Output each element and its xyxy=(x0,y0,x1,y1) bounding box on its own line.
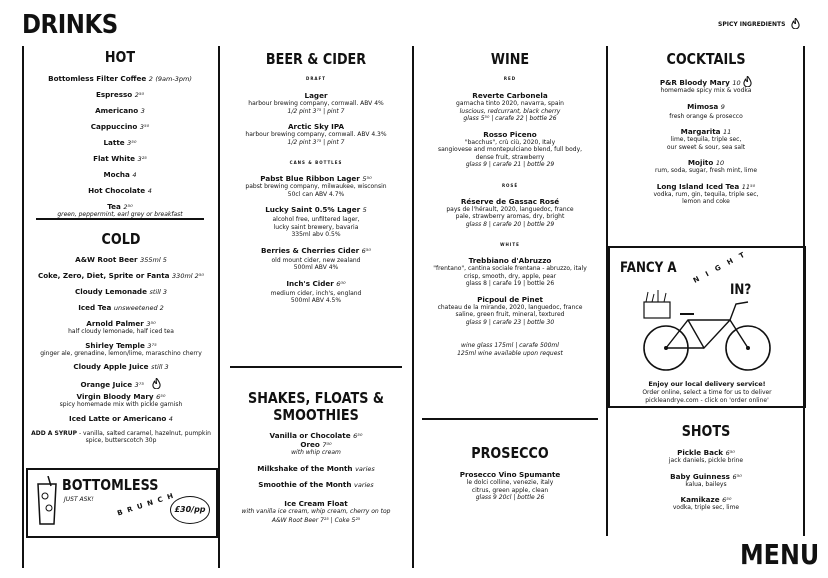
column-rule xyxy=(412,46,414,568)
cocktails-heading: COCKTAILS xyxy=(666,50,746,68)
divider xyxy=(422,418,598,420)
item-description: ginger ale, grenadine, lemon/lime, maraschino cherry xyxy=(40,349,202,357)
page-title: DRINKS xyxy=(22,10,118,40)
menu-item: Lager xyxy=(304,91,328,100)
item-description: vodka, triple sec, lime xyxy=(672,504,740,511)
divider xyxy=(36,218,204,220)
item-description: harbour brewing company, cornwall. ABV 4% xyxy=(248,100,384,107)
item-prices: 1/2 pint 3⁷⁵ | pint 7 xyxy=(287,138,345,146)
menu-item: Kamikaze 6⁵⁰ xyxy=(680,495,732,504)
menu-item: Mojito 10 xyxy=(687,158,725,167)
item-description: lime, tequila, triple sec, xyxy=(670,136,742,143)
item-description: homemade spicy mix & vodka xyxy=(660,87,752,94)
item-description: with whip cream xyxy=(291,449,341,456)
bottomless-subtitle: JUST ASK! xyxy=(64,496,94,503)
white-subheading: WHITE xyxy=(500,242,520,247)
shakes-heading: SHAKES, FLOATS & SMOOTHIES xyxy=(248,389,384,424)
item-description: garnacha tinto 2020, navarra, spain xyxy=(456,100,564,107)
menu-item: Mocha 4 xyxy=(103,170,137,179)
item-description: le dolci colline, venezie, italy xyxy=(466,479,554,486)
item-description: with vanilla ice cream, whip cream, cherry on top xyxy=(241,507,391,515)
menu-item: Virgin Bloody Mary 6⁵⁰ xyxy=(76,392,166,401)
flame-icon xyxy=(791,18,800,29)
flame-icon xyxy=(743,76,752,87)
item-description: spicy homemade mix with pickle garnish xyxy=(59,401,183,408)
divider xyxy=(230,366,402,368)
item-description: our sweet & sour, sea salt xyxy=(666,143,746,151)
menu-item: Lucky Saint 0.5% Lager 5 xyxy=(265,205,367,214)
item-description: saline, green fruit, mineral, textured xyxy=(455,311,565,318)
item-description: luscious, redcurrant, black cherry xyxy=(459,107,561,115)
item-description: crisp, smooth, dry, apple, pear xyxy=(463,272,557,280)
footer-title: MENU xyxy=(740,538,820,571)
prosecco-section xyxy=(418,444,602,502)
brunch-label: BRUNCH xyxy=(116,490,179,518)
item-prices: A&W Root Beer 7²⁵ | Coke 5²⁵ xyxy=(271,517,361,524)
menu-item: Arnold Palmer 3⁵⁰ xyxy=(86,319,156,328)
menu-item: Pickle Back 6⁵⁰ xyxy=(677,448,735,457)
menu-item: Margarita 11 xyxy=(680,127,732,136)
menu-item: Réserve de Gassac Rosé xyxy=(460,196,560,206)
item-description: harbour brewing company, cornwall. ABV 4.3% xyxy=(245,131,387,138)
wine-section xyxy=(418,50,602,357)
item-description: 500ml ABV 4.5% xyxy=(290,297,342,304)
menu-item: Long Island Iced Tea 11⁵⁰ xyxy=(656,181,756,191)
menu-item: Picpoul de Pinet xyxy=(477,294,543,304)
menu-item: Smoothie of the Month varies xyxy=(258,479,374,489)
menu-item: Hot Chocolate 4 xyxy=(88,186,152,195)
promo-text: Enjoy our local delivery service! xyxy=(648,380,766,388)
item-prices: 1/2 pint 3⁷⁵ | pint 7 xyxy=(287,107,345,115)
item-description: alcohol free, unfiltered lager, xyxy=(272,216,360,223)
menu-item: P&R Bloody Mary 10 xyxy=(612,76,800,87)
cold-heading: COLD xyxy=(101,230,141,248)
shots-heading: SHOTS xyxy=(681,422,731,440)
menu-item: Latte 3⁵⁰ xyxy=(103,138,137,147)
item-description: kalua, baileys xyxy=(685,480,727,488)
wine-heading: WINE xyxy=(490,50,530,68)
red-subheading: RED xyxy=(503,76,517,81)
item-description: citrus, green apple, clean xyxy=(471,486,549,494)
menu-item: Rosso Piceno xyxy=(483,129,537,139)
rose-subheading: ROSÉ xyxy=(501,182,519,188)
item-description: vodka, rum, gin, tequila, triple sec, xyxy=(653,190,759,198)
bottomless-title: BOTTOMLESS xyxy=(62,476,159,494)
hot-section xyxy=(30,48,210,219)
tea-description: green, peppermint, earl grey or breakfast xyxy=(57,211,183,218)
menu-item: Inch's Cider 6⁰⁰ xyxy=(286,278,346,288)
promo-subtext: Order online, select a time for us to deliver xyxy=(642,389,772,396)
menu-item: Tea 2⁵⁰ xyxy=(107,202,133,211)
menu-item: Cappuccino 3⁵⁰ xyxy=(90,122,150,131)
brunch-price-badge: £30/pp xyxy=(170,496,210,524)
column-rule xyxy=(22,46,24,568)
promo-night: NIGHT xyxy=(691,247,753,285)
spicy-legend-label: SPICY INGREDIENTS xyxy=(718,21,786,28)
cold-section xyxy=(30,230,212,445)
beer-heading: BEER & CIDER xyxy=(265,50,367,68)
item-description: "bacchus", crù ciù, 2020, Italy xyxy=(464,138,556,146)
item-description: lemon and coke xyxy=(682,198,730,205)
beer-section xyxy=(226,50,406,305)
bicycle-icon xyxy=(638,290,778,374)
item-prices: glass 8 | carafe 20 | bottle 29 xyxy=(465,220,555,228)
menu-item: Iced Tea unsweetened 2 xyxy=(78,303,164,312)
menu-item: Milkshake of the Month varies xyxy=(257,463,375,473)
item-description: half cloudy lemonade, half iced tea xyxy=(68,328,174,335)
menu-item: Shirley Temple 3⁷⁵ xyxy=(85,340,157,350)
item-description: chateau de la mirande, 2020, languedoc, france xyxy=(437,303,583,311)
column-rule xyxy=(218,46,220,568)
syrup-note: ADD A SYRUP - vanilla, salted caramel, hazelnut, pumpkin spice, butterscotch 30p xyxy=(31,429,211,444)
wine-note: wine glass 175ml | carafe 500ml xyxy=(461,342,559,349)
delivery-promo-box xyxy=(608,246,806,408)
item-prices: glass 9 | carafe 23 | bottle 30 xyxy=(465,318,555,326)
item-description: dense fruit, strawberry xyxy=(475,153,545,161)
menu-item: Flat White 3²⁵ xyxy=(93,154,147,163)
menu-item: Ice Cream Float xyxy=(284,498,348,508)
menu-item: Baby Guinness 6⁵⁰ xyxy=(670,471,742,481)
item-description: 335ml abv 0.5% xyxy=(291,231,341,238)
menu-item: Berries & Cherries Cider 6⁵⁰ xyxy=(261,245,371,255)
prosecco-heading: PROSECCO xyxy=(471,444,549,462)
item-description: sangiovese and montepulciano blend, full body, xyxy=(437,146,583,153)
cocktails-section xyxy=(612,50,800,206)
item-description: fresh orange & prosecco xyxy=(669,112,743,120)
item-prices: glass 5⁵⁰ | carafe 22 | bottle 26 xyxy=(463,115,557,122)
item-description: 500ml ABV 4% xyxy=(293,264,339,271)
bottomless-brunch-box xyxy=(26,468,218,538)
item-prices: glass 9 | carafe 21 | bottle 29 xyxy=(465,161,555,168)
item-prices: glass 8 | carafe 19 | bottle 26 xyxy=(465,280,555,287)
menu-item: Espresso 2⁵⁰ xyxy=(95,90,145,99)
item-description: jack daniels, pickle brine xyxy=(668,457,744,464)
item-description: lucky saint brewery, bavaria xyxy=(273,223,359,231)
promo-link[interactable]: pickleandrye.com - click on 'order online' xyxy=(645,397,769,404)
menu-item: Mimosa 9 xyxy=(687,101,725,111)
shots-section xyxy=(612,422,800,512)
item-description: pabst brewing company, milwaukee, wisconsin xyxy=(245,183,387,190)
menu-item: Americano 3 xyxy=(95,106,145,115)
flame-icon xyxy=(152,378,161,389)
spicy-legend xyxy=(718,18,800,29)
menu-item: Pabst Blue Ribbon Lager 5⁵⁰ xyxy=(260,174,372,183)
menu-item: Bottomless Filter Coffee 2 (9am-3pm) xyxy=(48,74,192,83)
item-description: rum, soda, sugar, fresh mint, lime xyxy=(654,167,758,174)
menu-item: Cloudy Apple Juice still 3 xyxy=(73,362,169,371)
cocktail-glass-icon xyxy=(34,476,60,526)
hot-heading: HOT xyxy=(104,48,136,66)
cans-subheading: CANS & BOTTLES xyxy=(289,160,343,165)
menu-item: Oreo 7⁰⁰ xyxy=(300,440,332,449)
menu-item: Vanilla or Chocolate 6⁵⁰ xyxy=(269,431,363,440)
item-description: "frentano", cantina sociale frentana - abruzzo, italy xyxy=(433,265,587,272)
item-description: medium cider, inch's, england xyxy=(270,289,362,297)
menu-item: Iced Latte or Americano 4 xyxy=(69,413,173,423)
item-description: old mount cider, new zealand xyxy=(271,256,361,264)
menu-item: Arctic Sky IPA xyxy=(287,122,345,131)
menu-item: Prosecco Vino Spumante xyxy=(459,470,561,479)
menu-item: Coke, Zero, Diet, Sprite or Fanta 330ml 2⁵⁰ xyxy=(37,271,205,280)
menu-item: A&W Root Beer 355ml 5 xyxy=(75,255,167,264)
item-description: pays de l'hérault, 2020, languedoc, france xyxy=(446,205,574,213)
draft-subheading: DRAFT xyxy=(306,76,326,81)
shakes-section xyxy=(226,390,406,525)
item-description: 50cl can ABV 4.7% xyxy=(287,190,345,198)
promo-in: IN? xyxy=(730,282,752,298)
menu-item: Trebbiano d'Abruzzo xyxy=(468,256,552,265)
menu-item: Cloudy Lemonade still 3 xyxy=(74,287,168,296)
menu-item: Orange Juice 3⁷⁵ xyxy=(30,378,212,389)
item-prices: glass 9 20cl | bottle 26 xyxy=(475,494,545,501)
promo-heading: FANCY A xyxy=(620,260,677,276)
item-description: pale, strawberry aromas, dry, bright xyxy=(455,213,565,220)
wine-note: 125ml wine available upon request xyxy=(457,349,563,357)
menu-item: Reverte Carbonela xyxy=(472,91,548,100)
